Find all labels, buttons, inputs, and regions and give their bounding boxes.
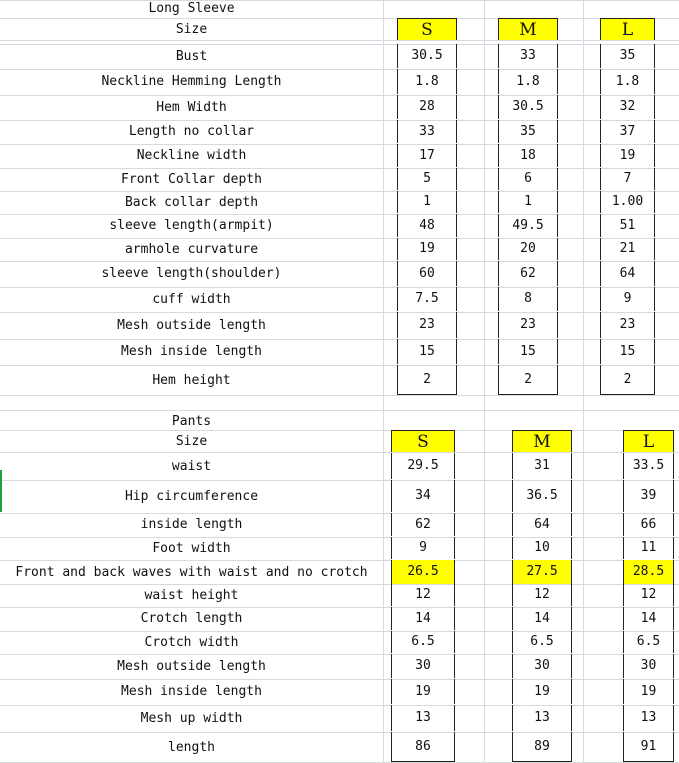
long-sleeve-size-header-s: S — [397, 18, 457, 40]
pants-table-row — [0, 537, 679, 559]
pants-value-cell-l: 14 — [623, 607, 674, 630]
long-sleeve-value-cell-l: 7 — [600, 168, 655, 190]
pants-value-cell-l: 33.5 — [623, 453, 674, 479]
long-sleeve-value-cell-l: 15 — [600, 339, 655, 364]
pants-row-label: length — [168, 739, 215, 755]
pants-row-label: Mesh up width — [140, 710, 243, 726]
pants-table-row — [0, 705, 679, 731]
long-sleeve-value-cell-m: 18 — [498, 144, 558, 167]
long-sleeve-value-cell-l: 23 — [600, 312, 655, 338]
pants-size-header-m: M — [512, 430, 572, 452]
long-sleeve-row-label: Hem Width — [156, 99, 227, 115]
long-sleeve-table-row — [0, 238, 679, 260]
long-sleeve-value-cell-l: 21 — [600, 238, 655, 260]
pants-row-label: waist height — [144, 587, 239, 603]
pants-value-cell-l: 66 — [623, 513, 674, 536]
long-sleeve-row-label: Length no collar — [128, 124, 255, 139]
long-sleeve-value-cell-s: 7.5 — [397, 287, 457, 311]
pants-value-cell-l: 30 — [623, 654, 674, 678]
pants-row-label: Crotch width — [144, 634, 239, 650]
long-sleeve-table-row — [0, 214, 679, 237]
pants-value-cell-m: 14 — [512, 607, 572, 630]
long-sleeve-size-header-l: L — [600, 18, 655, 40]
pants-value-cell-l: 6.5 — [623, 631, 674, 653]
pants-table-row — [0, 607, 679, 630]
pants-row-label: Hip circumference — [124, 488, 259, 504]
long-sleeve-value-cell-m: 62 — [498, 261, 558, 286]
long-sleeve-value-cell-m: 1 — [498, 191, 558, 213]
long-sleeve-row-label: Back collar depth — [124, 194, 259, 210]
long-sleeve-value-cell-l: 35 — [600, 44, 655, 68]
long-sleeve-value-cell-m: 30.5 — [498, 95, 558, 119]
grid-row-line — [0, 40, 679, 41]
pants-size-label: Size — [175, 433, 208, 449]
long-sleeve-value-cell-l: 1.00 — [600, 191, 655, 213]
long-sleeve-value-cell-m: 23 — [498, 312, 558, 338]
pants-value-cell-m: 27.5 — [512, 560, 572, 584]
pants-value-cell-m: 10 — [512, 537, 572, 559]
pants-table-row — [0, 654, 679, 678]
pants-value-cell-l: 91 — [623, 732, 674, 762]
long-sleeve-value-cell-s: 33 — [397, 120, 457, 143]
long-sleeve-table-row — [0, 339, 679, 364]
pants-value-cell-s: 26.5 — [391, 560, 455, 584]
pants-value-cell-s: 86 — [391, 732, 455, 762]
pants-value-cell-m: 64 — [512, 513, 572, 536]
long-sleeve-row-label: Mesh inside length — [121, 344, 262, 359]
long-sleeve-value-cell-m: 33 — [498, 44, 558, 68]
long-sleeve-row-label: cuff width — [152, 291, 231, 307]
pants-value-cell-s: 19 — [391, 679, 455, 704]
long-sleeve-value-cell-m: 6 — [498, 168, 558, 190]
pants-row-label: Mesh outside length — [117, 658, 266, 674]
pants-row-label: Mesh inside length — [121, 684, 262, 699]
grid-row-line — [0, 395, 679, 396]
pants-size-header-l: L — [623, 430, 674, 452]
long-sleeve-row-label: Neckline width — [136, 148, 247, 163]
long-sleeve-row-label: armhole curvature — [124, 241, 259, 257]
long-sleeve-value-cell-s: 17 — [397, 144, 457, 167]
long-sleeve-value-cell-m: 2 — [498, 365, 558, 395]
long-sleeve-header-row — [0, 18, 679, 40]
pants-table-row — [0, 584, 679, 606]
pants-value-cell-l: 19 — [623, 679, 674, 704]
long-sleeve-value-cell-s: 1.8 — [397, 69, 457, 94]
long-sleeve-value-cell-s: 23 — [397, 312, 457, 338]
pants-value-cell-l: 28.5 — [623, 560, 674, 584]
pants-value-cell-s: 30 — [391, 654, 455, 678]
long-sleeve-table-row — [0, 365, 679, 395]
long-sleeve-row-label: Front Collar depth — [121, 171, 262, 187]
pants-value-cell-m: 19 — [512, 679, 572, 704]
long-sleeve-table-row — [0, 95, 679, 119]
pants-value-cell-s: 34 — [391, 480, 455, 512]
pants-table-row — [0, 480, 679, 512]
long-sleeve-value-cell-m: 35 — [498, 120, 558, 143]
pants-value-cell-s: 12 — [391, 584, 455, 606]
long-sleeve-table-row — [0, 287, 679, 311]
long-sleeve-value-cell-m: 15 — [498, 339, 558, 364]
pants-value-cell-s: 13 — [391, 705, 455, 731]
long-sleeve-value-cell-m: 20 — [498, 238, 558, 260]
pants-value-cell-l: 13 — [623, 705, 674, 731]
long-sleeve-table-row — [0, 191, 679, 213]
pants-value-cell-s: 6.5 — [391, 631, 455, 653]
long-sleeve-value-cell-s: 28 — [397, 95, 457, 119]
long-sleeve-value-cell-s: 2 — [397, 365, 457, 395]
long-sleeve-size-label: Size — [175, 21, 208, 37]
pants-value-cell-m: 13 — [512, 705, 572, 731]
long-sleeve-value-cell-s: 1 — [397, 191, 457, 213]
pants-value-cell-s: 62 — [391, 513, 455, 536]
long-sleeve-value-cell-m: 8 — [498, 287, 558, 311]
long-sleeve-table-row — [0, 312, 679, 338]
long-sleeve-value-cell-s: 19 — [397, 238, 457, 260]
long-sleeve-row-label: Hem height — [152, 372, 231, 388]
pants-row-label: Crotch length — [140, 611, 243, 626]
pants-table-row — [0, 453, 679, 479]
pants-table-row — [0, 560, 679, 584]
pants-table-row — [0, 732, 679, 762]
long-sleeve-table-row — [0, 144, 679, 167]
pants-value-cell-s: 14 — [391, 607, 455, 630]
long-sleeve-value-cell-l: 64 — [600, 261, 655, 286]
grid-row-line — [0, 410, 679, 411]
long-sleeve-row-label: Bust — [175, 48, 208, 64]
pants-value-cell-s: 9 — [391, 537, 455, 559]
pants-row-label: inside length — [140, 517, 243, 532]
pants-row-label: Foot width — [152, 540, 231, 556]
pants-value-cell-m: 89 — [512, 732, 572, 762]
long-sleeve-value-cell-s: 60 — [397, 261, 457, 286]
long-sleeve-row-label: Neckline Hemming Length — [101, 74, 282, 89]
long-sleeve-row-label: Mesh outside length — [117, 317, 266, 333]
pants-value-cell-l: 11 — [623, 537, 674, 559]
long-sleeve-value-cell-s: 15 — [397, 339, 457, 364]
long-sleeve-value-cell-m: 49.5 — [498, 214, 558, 237]
long-sleeve-value-cell-s: 5 — [397, 168, 457, 190]
long-sleeve-value-cell-l: 1.8 — [600, 69, 655, 94]
long-sleeve-table-row — [0, 168, 679, 190]
pants-row-label: waist — [171, 458, 212, 474]
pants-value-cell-s: 29.5 — [391, 453, 455, 479]
long-sleeve-title: Long Sleeve — [148, 1, 235, 16]
long-sleeve-value-cell-l: 37 — [600, 120, 655, 143]
pants-value-cell-m: 6.5 — [512, 631, 572, 653]
long-sleeve-value-cell-l: 19 — [600, 144, 655, 167]
pants-value-cell-m: 12 — [512, 584, 572, 606]
long-sleeve-size-header-m: M — [498, 18, 558, 40]
long-sleeve-value-cell-l: 9 — [600, 287, 655, 311]
pants-value-cell-m: 36.5 — [512, 480, 572, 512]
pants-header-row — [0, 430, 679, 452]
long-sleeve-row-label: sleeve length(armpit) — [109, 218, 274, 233]
long-sleeve-value-cell-l: 32 — [600, 95, 655, 119]
long-sleeve-value-cell-s: 48 — [397, 214, 457, 237]
long-sleeve-table-row — [0, 120, 679, 143]
pants-table-row — [0, 679, 679, 704]
pants-table-row — [0, 631, 679, 653]
long-sleeve-value-cell-m: 1.8 — [498, 69, 558, 94]
long-sleeve-table-row — [0, 44, 679, 68]
long-sleeve-value-cell-l: 2 — [600, 365, 655, 395]
pants-value-cell-m: 31 — [512, 453, 572, 479]
pants-row-label: Front and back waves with waist and no crotch — [15, 564, 368, 580]
long-sleeve-row-label: sleeve length(shoulder) — [101, 266, 282, 281]
pants-value-cell-m: 30 — [512, 654, 572, 678]
pants-size-header-s: S — [391, 430, 455, 452]
long-sleeve-value-cell-l: 51 — [600, 214, 655, 237]
long-sleeve-value-cell-s: 30.5 — [397, 44, 457, 68]
pants-table-row — [0, 513, 679, 536]
pants-value-cell-l: 39 — [623, 480, 674, 512]
long-sleeve-table-row — [0, 261, 679, 286]
pants-value-cell-l: 12 — [623, 584, 674, 606]
long-sleeve-table-row — [0, 69, 679, 94]
pants-title: Pants — [171, 414, 212, 429]
